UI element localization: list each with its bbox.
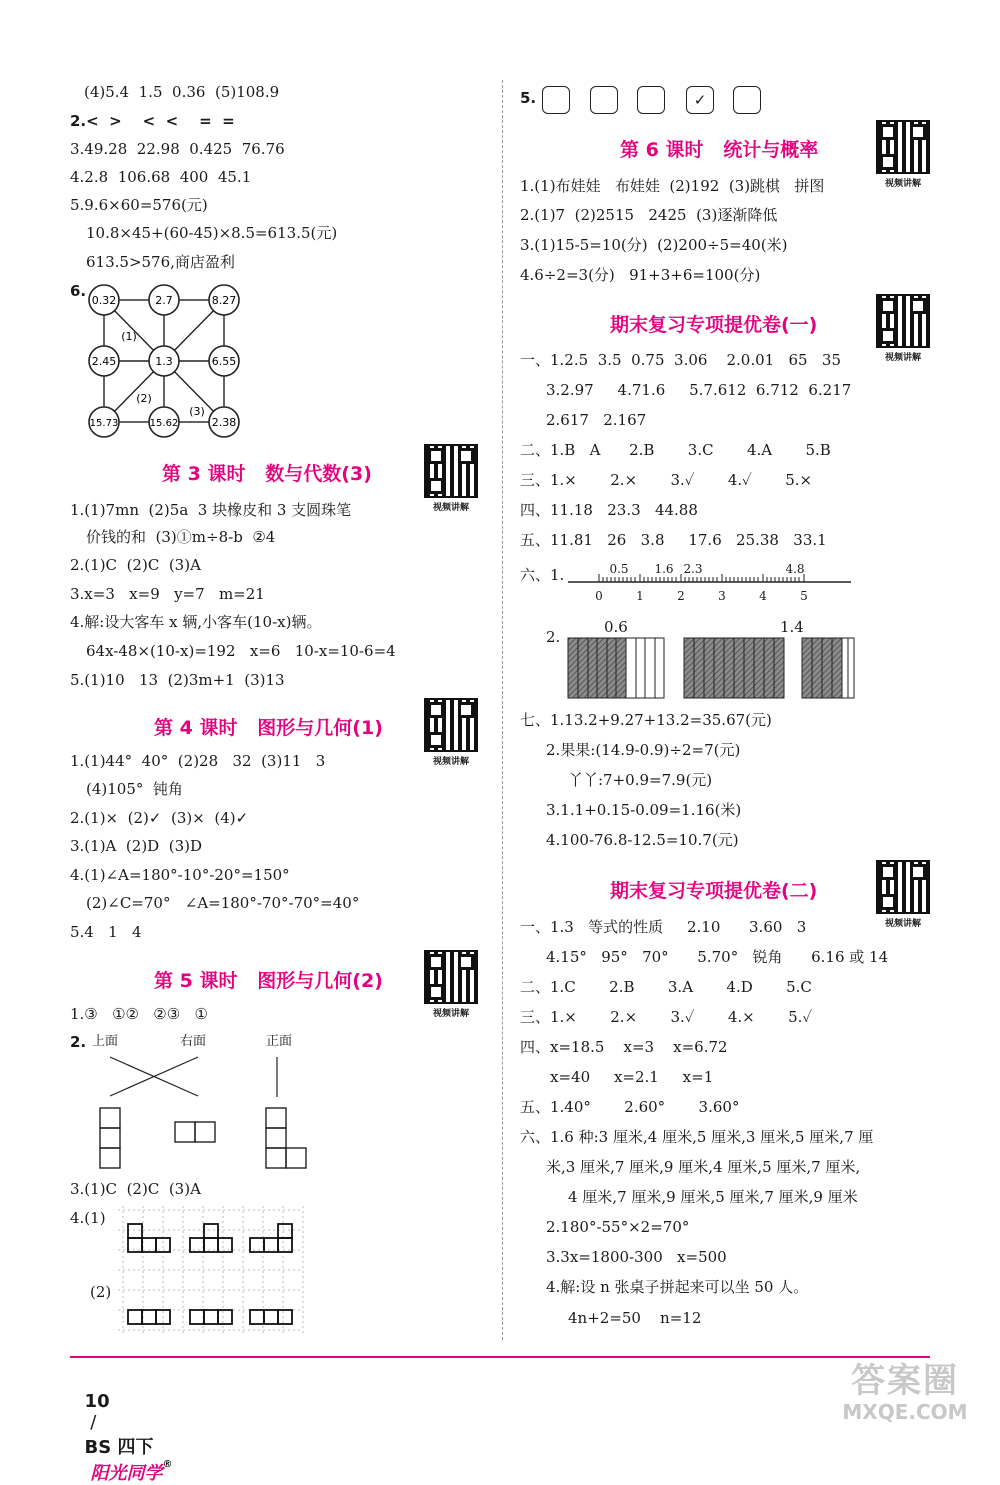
answer-line: (2)∠C=70° ∠A=180°-70°-70°=40° — [86, 894, 360, 912]
shape-drawing-grid — [118, 1206, 308, 1336]
qr-caption: 视频讲解 — [432, 757, 469, 767]
view-label: 右面 — [180, 1034, 207, 1049]
footer: 10 / BS 四下 阳光同学® — [84, 1391, 173, 1484]
answer-line: 3.(1)A (2)D (3)D — [70, 837, 203, 855]
grid-node-value: 15.73 — [89, 418, 119, 429]
question-label: 六、1. — [520, 566, 565, 584]
qr-code-icon — [424, 950, 478, 1004]
qr-code-icon — [424, 444, 478, 498]
qr-code[interactable] — [876, 120, 930, 189]
answer-line: 3.49.28 22.98 0.425 76.76 — [70, 140, 285, 158]
section-title: 期末复习专项提优卷(一) — [610, 314, 818, 336]
bar-label: 1.4 — [780, 618, 804, 636]
answer-line: 4.15° 95° 70° 5.70° 锐角 6.16 或 14 — [546, 948, 889, 966]
answer-line: 1.(1)布娃娃 布娃娃 (2)192 (3)跳棋 拼图 — [520, 177, 825, 195]
grid-node-value: 2.38 — [211, 416, 237, 429]
answer-line: x=40 x=2.1 x=1 — [550, 1068, 714, 1086]
answer-line: 五、11.81 26 3.8 17.6 25.38 33.1 — [520, 531, 827, 549]
answer-line: 3.x=3 x=9 y=7 m=21 — [70, 585, 265, 603]
watermark-logo: 答案圈 — [851, 1361, 959, 1401]
qr-caption: 视频讲解 — [884, 179, 921, 189]
ruler-top-label: 2.3 — [683, 562, 703, 576]
answer-line: 3.3x=1800-300 x=500 — [546, 1248, 727, 1266]
answer-line: 七、1.13.2+9.27+13.2=35.67(元) — [520, 711, 772, 729]
ruler-bottom-label: 3 — [718, 589, 726, 603]
answer-line: 二、1.C 2.B 3.A 4.D 5.C — [520, 978, 812, 996]
qr-caption: 视频讲解 — [884, 353, 921, 363]
answer-line: 3.2.97 4.71.6 5.7.612 6.712 6.217 — [546, 381, 852, 399]
qr-code[interactable] — [424, 698, 478, 767]
answer-line: 10.8×45+(60-45)×8.5=613.5(元) — [86, 224, 338, 242]
answer-line: (4)5.4 1.5 0.36 (5)108.9 — [84, 83, 280, 101]
ruler-top-label: 4.8 — [785, 562, 805, 576]
answer-line: 4.6÷2=3(分) 91+3+6=100(分) — [520, 266, 761, 284]
answer-line: 2.(1)7 (2)2515 2425 (3)逐渐降低 — [520, 206, 778, 224]
bar-label: 0.6 — [604, 618, 628, 636]
answer-line: (4)105° 钝角 — [86, 780, 183, 798]
watermark — [820, 1362, 990, 1424]
answer-line: 2.(1)× (2)✓ (3)× (4)✓ — [70, 809, 249, 827]
ruler-top-label: 1.6 — [654, 562, 674, 576]
grid-mark: (3) — [189, 405, 205, 418]
grid-node-value: 2.45 — [91, 355, 117, 368]
answer-box — [590, 86, 618, 114]
answer-line: 米,3 厘米,7 厘米,9 厘米,4 厘米,5 厘米,7 厘米, — [546, 1158, 861, 1176]
ruler-bottom-label: 4 — [759, 589, 767, 603]
answer-line: 64x-48×(10-x)=192 x=6 10-x=10-6=4 — [86, 642, 396, 660]
decimal-bar-models — [566, 636, 856, 700]
answer-line: 四、x=18.5 x=3 x=6.72 — [520, 1038, 728, 1056]
footer-rule — [70, 1356, 930, 1358]
answer-line: 二、1.B A 2.B 3.C 4.A 5.B — [520, 441, 831, 459]
answer-box: ✓ — [686, 86, 714, 114]
grid-node-value: 1.3 — [155, 355, 173, 368]
edition-label: BS 四下 — [84, 1437, 154, 1458]
question-label: 2. — [70, 1033, 87, 1051]
watermark-site: MXQE.COM — [842, 1400, 968, 1424]
answer-line: 1.(1)44° 40° (2)28 32 (3)11 3 — [70, 752, 326, 770]
answer-line: 六、1.6 种:3 厘米,4 厘米,5 厘米,3 厘米,5 厘米,7 厘 — [520, 1128, 874, 1146]
view-matching-diagram — [90, 1052, 320, 1170]
qr-code-icon — [876, 120, 930, 174]
qr-code[interactable] — [424, 950, 478, 1019]
answer-line: 一、1.3 等式的性质 2.10 3.60 3 — [520, 918, 807, 936]
answer-line: 4.解:设 n 张桌子拼起来可以坐 50 人。 — [546, 1278, 809, 1296]
question-label: 4.(1) — [70, 1209, 106, 1227]
answer-line: 3.1.1+0.15-0.09=1.16(米) — [546, 801, 742, 819]
ruler-bottom-label: 2 — [677, 589, 685, 603]
column-divider — [502, 80, 503, 1340]
view-label: 上面 — [92, 1034, 119, 1049]
answer-line: 5.(1)10 13 (2)3m+1 (3)13 — [70, 671, 285, 689]
section-title: 第 5 课时 图形与几何(2) — [154, 970, 383, 992]
answer-line: 4.100-76.8-12.5=10.7(元) — [546, 831, 739, 849]
qr-code[interactable] — [876, 294, 930, 363]
answer-box — [733, 86, 761, 114]
answer-line: 3.(1)C (2)C (3)A — [70, 1180, 201, 1198]
qr-code[interactable] — [424, 444, 478, 513]
answer-line: 一、1.2.5 3.5 0.75 3.06 2.0.01 65 35 — [520, 351, 841, 369]
ruler-bottom-label: 0 — [595, 589, 603, 603]
qr-code[interactable] — [876, 860, 930, 929]
answer-line: 5.9.6×60=576(元) — [70, 196, 208, 214]
answer-line: 3.(1)15-5=10(分) (2)200÷5=40(米) — [520, 236, 788, 254]
answer-box — [542, 86, 570, 114]
answer-line: 丫丫:7+0.9=7.9(元) — [568, 771, 713, 789]
answer-line: 2.(1)C (2)C (3)A — [70, 556, 201, 574]
grid-node-value: 0.32 — [91, 294, 117, 307]
number-grid-diagram — [84, 282, 244, 440]
question-label: 2. — [546, 628, 561, 646]
grid-node-value: 15.62 — [149, 418, 179, 429]
grid-node-value: 2.7 — [155, 294, 173, 307]
grid-mark: (1) — [121, 330, 137, 343]
ruler-top-label: 0.5 — [609, 562, 629, 576]
answer-line: 613.5>576,商店盈利 — [86, 253, 235, 271]
qr-caption: 视频讲解 — [884, 919, 921, 929]
view-label: 正面 — [266, 1034, 293, 1049]
qr-code-icon — [424, 698, 478, 752]
answer-line: 1.(1)7mn (2)5a 3 块橡皮和 3 支圆珠笔 — [70, 501, 352, 519]
qr-caption: 视频讲解 — [432, 1009, 469, 1019]
number-line-ruler — [566, 562, 856, 606]
ruler-bottom-label: 5 — [800, 589, 808, 603]
section-title: 第 4 课时 图形与几何(1) — [154, 717, 383, 739]
answer-line: 三、1.× 2.× 3.✓ 4.✓ 5.× — [520, 471, 813, 489]
registered-mark: ® — [162, 1459, 173, 1470]
question-label: (2) — [90, 1283, 112, 1301]
grid-node-value: 8.27 — [211, 294, 237, 307]
section-title: 期末复习专项提优卷(二) — [610, 880, 818, 902]
qr-caption: 视频讲解 — [432, 503, 469, 513]
answer-line: 三、1.× 2.× 3.✓ 4.× 5.✓ — [520, 1008, 813, 1026]
page-number: 10 — [84, 1391, 110, 1412]
qr-code-icon — [876, 294, 930, 348]
answer-box — [637, 86, 665, 114]
section-title: 第 3 课时 数与代数(3) — [162, 463, 372, 485]
answer-line: 5.4 1 4 — [70, 923, 142, 941]
answer-line: 四、11.18 23.3 44.88 — [520, 501, 698, 519]
answer-line: 4.(1)∠A=180°-10°-20°=150° — [70, 866, 290, 884]
question-label: 5. — [520, 89, 537, 107]
qr-code-icon — [876, 860, 930, 914]
grid-node-value: 6.55 — [211, 355, 237, 368]
question-label: 6. — [70, 282, 87, 300]
answer-line: 1.③ ①② ②③ ① — [70, 1005, 208, 1023]
ruler-bottom-label: 1 — [636, 589, 644, 603]
answer-line: 2.果果:(14.9-0.9)÷2=7(元) — [546, 741, 741, 759]
answer-line: 五、1.40° 2.60° 3.60° — [520, 1098, 740, 1116]
answer-line: 4 厘米,7 厘米,9 厘米,5 厘米,7 厘米,9 厘米 — [568, 1188, 858, 1206]
answer-line: 价钱的和 (3)①m÷8-b ②4 — [86, 528, 276, 546]
brand-logo: 阳光同学 — [90, 1463, 163, 1484]
grid-mark: (2) — [136, 392, 152, 405]
section-title: 第 6 课时 统计与概率 — [620, 139, 819, 161]
answer-line: 4n+2=50 n=12 — [568, 1309, 702, 1327]
answer-line: 2.180°-55°×2=70° — [546, 1218, 690, 1236]
answer-line: 2.617 2.167 — [546, 411, 647, 429]
answer-line: 2.< > < < = = — [70, 112, 235, 130]
answer-line: 4.2.8 106.68 400 45.1 — [70, 168, 252, 186]
answer-line: 4.解:设大客车 x 辆,小客车(10-x)辆。 — [70, 613, 322, 631]
